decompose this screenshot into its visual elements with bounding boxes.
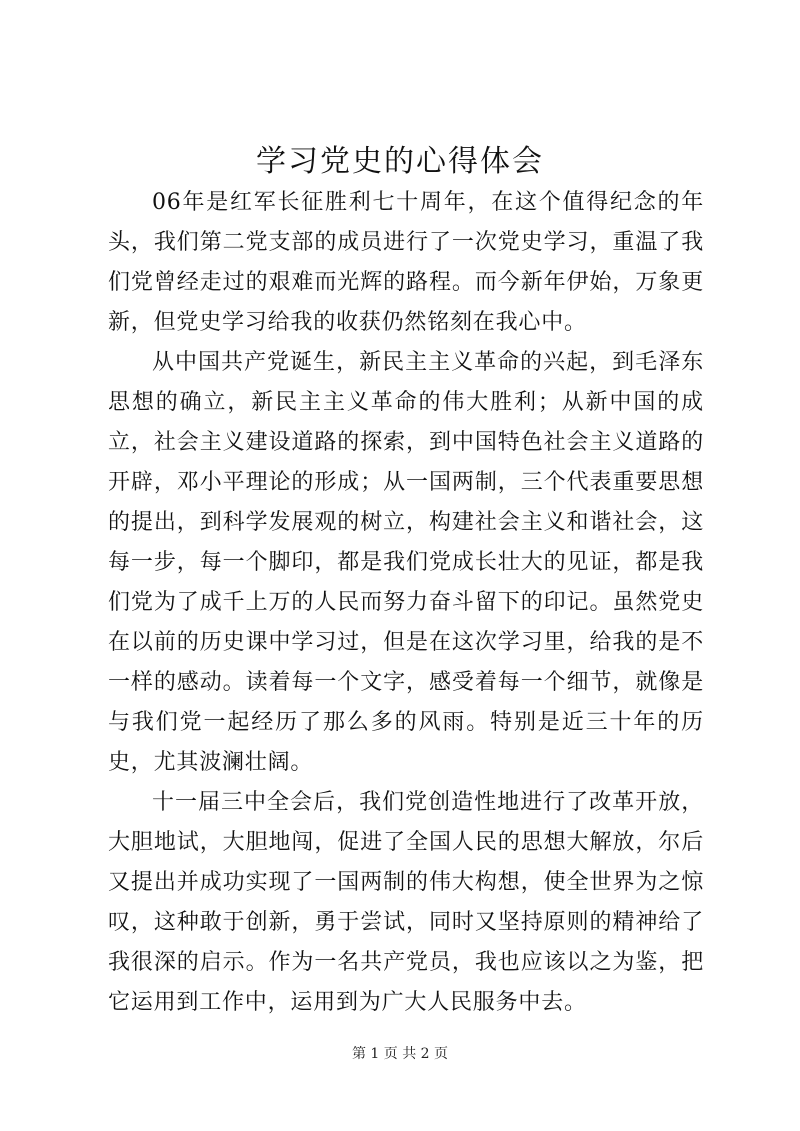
paragraph-1: 06年是红军长征胜利七十周年，在这个值得纪念的年头，我们第二党支部的成员进行了一次党史学习，重温了我们党曾经走过的艰难而光辉的路程。而今新年伊始，万象更新，但党史学习给我的收获仍然铭刻在我心中。 — [108, 190, 704, 335]
page-number-footer: 第 1 页 共 2 页 — [351, 1046, 449, 1062]
paragraph-2: 从中国共产党诞生，新民主主义革命的兴起，到毛泽东思想的确立，新民主主义革命的伟大胜利；从新中国的成立，社会主义建设道路的探索，到中国特色社会主义道路的开辟，邓小平理论的形成；从一国两制，三个代表重要思想的提出，到科学发展观的树立，构建社会主义和谐社会，这每一步，每一个脚印，都是我们党成长壮大的见证，都是我们党为了成千上万的人民而努力奋斗留下的印记。虽然党史在以前的历史课中学习过，但是在这次学习里，给我的是不一样的感动。读着每一个文字，感受着每一个细节，就像是与我们党一起经历了那么多的风雨。特别是近三十年的历史，尤其波澜壮阔。 — [108, 350, 704, 775]
document-body — [108, 183, 704, 1023]
document-title: 学习党史的心得体会 — [256, 144, 544, 179]
paragraph-3: 十一届三中全会后，我们党创造性地进行了改革开放，大胆地试，大胆地闯，促进了全国人民的思想大解放，尔后又提出并成功实现了一国两制的伟大构想，使全世界为之惊叹，这种敢于创新，勇于尝试，同时又坚持原则的精神给了我很深的启示。作为一名共产党员，我也应该以之为鉴，把它运用到工作中，运用到为广大人民服务中去。 — [108, 790, 704, 1015]
